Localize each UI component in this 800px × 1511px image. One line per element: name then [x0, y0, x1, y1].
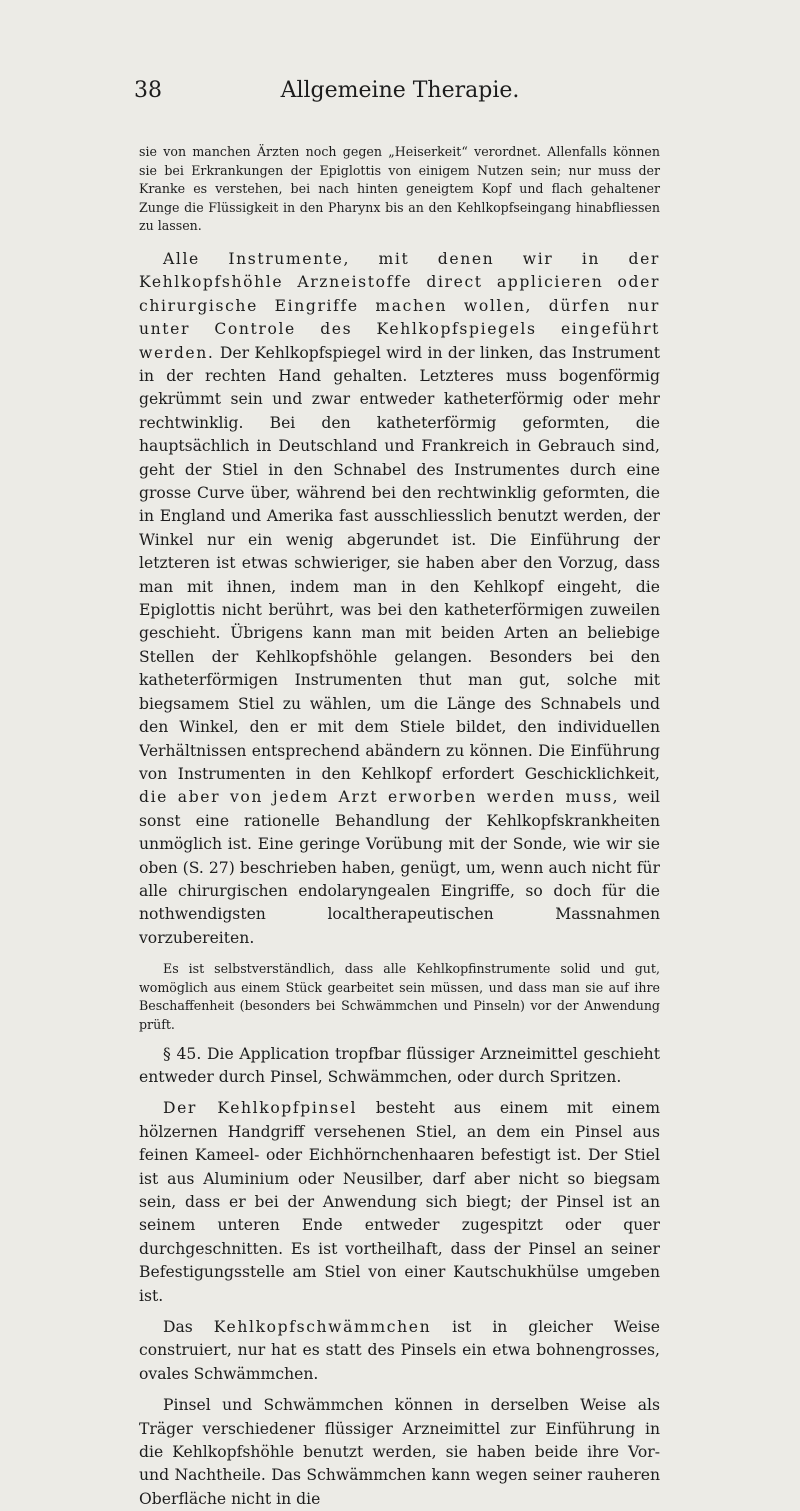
term-spaced: Der Kehlkopfpinsel	[163, 1099, 358, 1118]
page-number: 38	[134, 78, 162, 103]
paragraph-kehlkopfpinsel	[139, 1097, 660, 1308]
text-run: ist in gleicher Weise construiert, nur hat es statt des Pinsels ein etwa bohnengrosses, ovales Schwämmchen.	[139, 1318, 660, 1383]
term-spaced: Kehlkopfschwämmchen	[213, 1318, 432, 1336]
paragraph-kehlkopfschwaemmchen	[139, 1316, 660, 1386]
text-run: Der Kehlkopfspiegel wird in der linken, das Instrument in der rechten Hand gehalten. Letzteres muss bogenförmig gekrümmt sein und zwar entweder katheterförmig oder mehr rechtwinklig. Bei den katheterförmig geformten, die hauptsächlich in Deutschland und Frankreich in Gebrauch sind, geht der Stiel in den Schnabel des Instrumentes durch eine grosse Curve über, während bei den rechtwinklig geformten, die in England und Amerika fast ausschliesslich benutzt werden, der Winkel nur ein wenig abgerundet ist. Die Einführung der letzteren ist etwas schwieriger, sie haben aber den Vorzug, dass man mit ihnen, indem man in den Kehlkopf eingeht, die Epiglottis nicht berührt, was bei den katheterförmigen zuweilen geschieht. Übrigens kann man mit beiden Arten an beliebige Stellen der Kehlkopfshöhle gelangen. Besonders bei den katheterförmigen Instrumenten thut man gut, solche mit biegsamem Stiel zu wählen, um die Länge des Schnabels und den Winkel, den er mit dem Stiele bildet, den individuellen Verhältnissen entsprechend abändern zu können. Die Einführung von Instrumenten in den Kehlkopf erfordert Geschicklichkeit,	[139, 343, 660, 783]
running-title: Allgemeine Therapie.	[280, 78, 520, 103]
page-header	[0, 78, 800, 108]
paragraph-small-note: Es ist selbstverständlich, dass alle Kehlkopfinstrumente solid und gut, womöglich aus einem Stück gearbeitet sein müssen, und dass man sie auf ihre Beschaffenheit (besonders bei Schwämmchen und Pinseln) vor der Anwendung prüft.	[139, 961, 660, 1032]
text-run: Das	[163, 1318, 214, 1336]
text-run: weil sonst eine rationelle Behandlung der Kehlkopfskrankheiten unmöglich ist. Eine geringe Vorübung mit der Sonde, wie wir sie oben (S. 27) beschrieben haben, genügt, um, wenn auch nicht für alle chirurgischen endolaryngealen Eingriffe, so doch für die nothwendigsten localtherapeutischen Massnahmen vorzubereiten.	[139, 788, 660, 947]
paragraph-small-intro: sie von manchen Ärzten noch gegen „Heiserkeit“ verordnet. Allenfalls können sie bei Erkrankungen der Epiglottis von einigem Nutzen sein; nur muss der Kranke es verstehen, bei nach hinten geneigtem Kopf und flach gehaltener Zunge die Flüssigkeit in den Pharynx bis an den Kehlkopfseingang hinabfliessen zu lassen.	[139, 144, 660, 234]
emphasis-spaced: die aber von jedem Arzt erworben werden muss,	[139, 788, 620, 807]
paragraph-instruments	[139, 248, 660, 950]
paragraph-pinsel-schwaemmchen: Pinsel und Schwämmchen können in derselben Weise als Träger verschiedener flüssiger Arzneimittel zur Einführung in die Kehlkopfshöhle benutzt werden, sie haben beide ihre Vor- und Nachtheile. Das Schwämmchen kann wegen seiner rauheren Oberfläche nicht in die	[139, 1396, 660, 1508]
text-run: besteht aus einem mit einem hölzernen Handgriff versehenen Stiel, an dem ein Pinsel aus feinen Kameel- oder Eichhörnchenhaaren befestigt ist. Der Stiel ist aus Aluminium oder Neusilber, darf aber nicht so biegsam sein, dass er bei der Anwendung sich biegt; der Pinsel ist an seinem unteren Ende entweder zugespitzt oder quer durchgeschnitten. Es ist vortheilhaft, dass der Pinsel an seiner Befestigungsstelle am Stiel von einer Kautschukhülse umgeben ist.	[139, 1099, 660, 1305]
emphasis-spaced: Alle Instrumente, mit denen wir in der Kehlkopfshöhle Arzneistoffe direct applicieren oder chirurgische Eingriffe machen wollen, dürfen nur unter Controle des Kehlkopfspiegels eingeführt werden.	[139, 249, 660, 362]
body-text	[139, 143, 660, 1511]
paragraph-section-45: § 45. Die Application tropfbar flüssiger Arzneimittel geschieht entweder durch Pinsel, Schwämmchen, oder durch Spritzen.	[139, 1044, 660, 1086]
